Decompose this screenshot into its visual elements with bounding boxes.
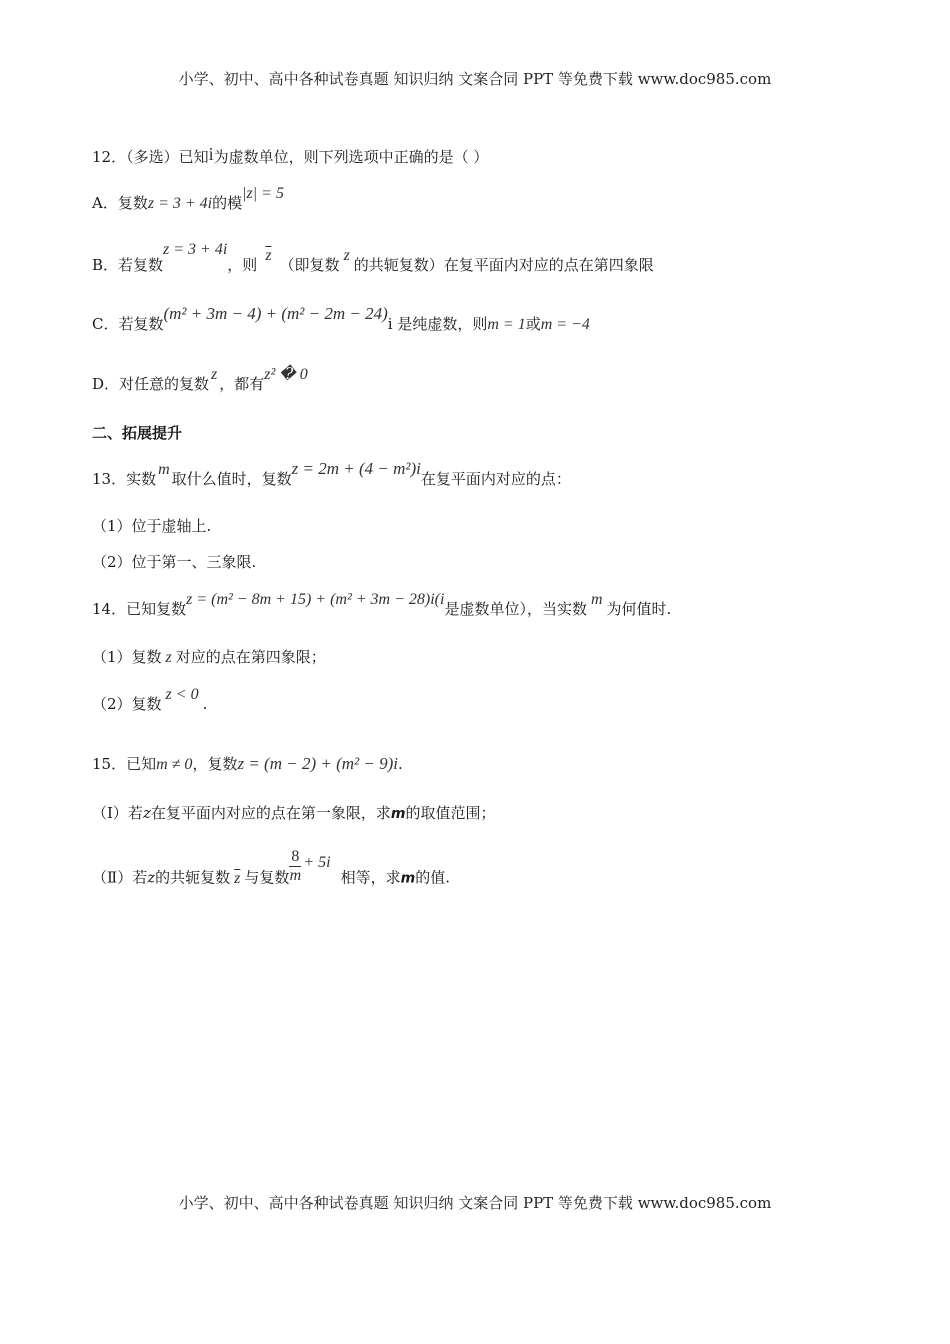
q12-a-math2: |z| = 5 (242, 185, 284, 202)
q12-stem-b: 为虚数单位，则下列选项中正确的是（ ） (213, 148, 489, 166)
section-heading: 二、拓展提升 (92, 424, 183, 442)
q12-stem-i: i (208, 144, 214, 164)
q14-sub1-pre: （1）复数 (92, 648, 162, 666)
q12-c-math1: (m² + 3m − 4) + (m² − 2m − 24) (163, 304, 388, 323)
q13-math1: m (158, 461, 170, 478)
q15-p2-pre: （Ⅱ）若 (92, 868, 148, 887)
q12-b-mid2: （即复数 (279, 256, 340, 274)
q15-p2-fraction (289, 848, 301, 885)
q15-p2-frac-num: 8 (291, 848, 300, 865)
page-footer: 小学、初中、高中各种试卷真题 知识归纳 文案合同 PPT 等免费下载 www.doc985.com (178, 1194, 772, 1212)
q15-p2-zbar: $\overline{z}$ (234, 869, 241, 887)
q14-sub1-math: z (165, 649, 172, 666)
q13-sub1: （1）位于虚轴上. (92, 517, 212, 535)
q13-pre: 13．实数 (92, 470, 157, 488)
q15-p1-pre: （Ⅰ）若 (92, 804, 143, 822)
q15-p2-z: z (147, 868, 156, 887)
q15-p1-m: m (390, 806, 406, 822)
q15-pre: 15．已知 (92, 755, 157, 773)
q12-b-math1: z = 3 + 4i (163, 241, 228, 258)
q14-pre: 14．已知复数 (92, 600, 187, 618)
q12-c-math3: m = −4 (540, 316, 590, 333)
q12-b-math3: z (343, 247, 350, 264)
q12-a-pre: A．复数 (92, 194, 148, 212)
q14-sub1 (92, 646, 326, 667)
q12-a-math1: z = 3 + 4i (147, 195, 213, 212)
q15-stem (92, 753, 403, 774)
q14-sub2-math: z < 0 (165, 686, 199, 703)
q15-part1 (92, 802, 495, 823)
q12-stem (92, 146, 488, 167)
q12-stem-a: 12．（多选）已知 (92, 148, 209, 166)
q15-p2-mid1: 的共轭复数 (155, 868, 231, 887)
q15-p1-z: z (142, 804, 151, 822)
q12-b-mid1: ，则 (227, 256, 258, 274)
q15-math1: m ≠ 0 (156, 756, 193, 773)
q15-p2-mid2: 与复数 (244, 868, 290, 887)
q12-d-math2: z² � 0 (264, 366, 308, 383)
q15-p1-post: 的取值范围； (405, 804, 496, 822)
q12-b-math2: $\overline{z}$ (265, 247, 272, 264)
q12-b-post: 的共轭复数）在复平面内对应的点在第四象限 (353, 256, 654, 274)
q14-sub2-pre: （2）复数 (92, 695, 162, 713)
q13-stem (92, 459, 571, 489)
q12-option-d (92, 366, 308, 394)
q13-mid1: 取什么值时，复数 (171, 470, 292, 488)
q12-c-pre: C．若复数 (92, 315, 164, 333)
q15-p2-frac-tail: + 5i (303, 853, 331, 871)
q14-sub2-post: . (202, 695, 208, 713)
q12-c-mid1: i 是纯虚数，则 (387, 315, 488, 333)
q15-post: . (397, 755, 403, 773)
q14-math1: z = (m² − 8m + 15) + (m² + 3m − 28)i(i (186, 591, 445, 608)
q12-c-math2: m = 1 (487, 316, 526, 333)
q12-b-pre: B．若复数 (92, 256, 164, 274)
q13-math2: z = 2m + (4 − m²)i (291, 459, 421, 478)
q14-sub1-post: 对应的点在第四象限； (175, 648, 326, 666)
q14-sub2 (92, 686, 208, 714)
q15-p2-mid3: 相等，求 (340, 868, 401, 887)
page-header: 小学、初中、高中各种试卷真题 知识归纳 文案合同 PPT 等免费下载 www.doc985.com (178, 70, 772, 88)
q15-math2: z = (m − 2) + (m² − 9)i (237, 754, 398, 773)
q15-p2-frac-den: m (289, 867, 302, 884)
q12-c-mid2: 或 (525, 315, 541, 333)
q15-mid: ，复数 (192, 755, 238, 773)
q12-option-a (92, 185, 284, 213)
q12-option-c (92, 304, 590, 334)
q14-stem (92, 591, 672, 619)
q12-a-mid: 的模 (212, 194, 243, 212)
q12-d-math1: z (211, 366, 218, 383)
q12-d-mid: ，都有 (219, 375, 265, 393)
q15-p2-m: m (400, 870, 416, 887)
q13-post: 在复平面内对应的点： (420, 470, 571, 488)
q12-d-pre: D．对任意的复数 (92, 375, 210, 393)
q13-sub2: （2）位于第一、三象限. (92, 553, 257, 571)
q15-part2 (92, 848, 451, 897)
q14-post: 为何值时. (606, 600, 672, 618)
q15-p2-post: 的值. (415, 868, 451, 887)
q15-p1-mid: 在复平面内对应的点在第一象限，求 (150, 804, 391, 822)
q14-math2: m (590, 591, 603, 608)
q14-mid: 是虚数单位），当实数 (444, 600, 587, 618)
q12-option-b (92, 241, 654, 275)
